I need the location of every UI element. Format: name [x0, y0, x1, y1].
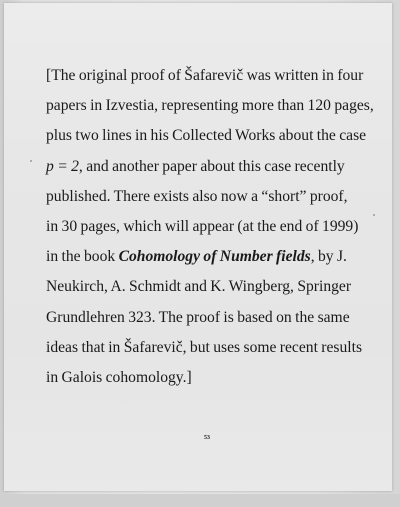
text-line: published. There exists also now a “short” proof,	[46, 187, 348, 205]
scan-speck	[373, 214, 375, 216]
text-line	[46, 152, 386, 182]
text-fragment: in the book	[46, 248, 119, 266]
text-line: in Galois cohomology.]	[46, 369, 192, 387]
book-title: Cohomology of Number fields	[118, 248, 311, 266]
text-line: [The original proof of Šafarevič was written in four	[46, 67, 364, 84]
text-line: papers in Izvestia, representing more than 120 pages,	[46, 97, 374, 115]
page-sheet	[4, 3, 392, 491]
text-line: plus two lines in his Collected Works about the case	[46, 127, 367, 145]
scan-speck	[30, 160, 32, 162]
text-line: in 30 pages, which will appear (at the end of 1999)	[46, 218, 359, 236]
text-line	[46, 242, 386, 272]
scan-bottom-edge	[0, 494, 400, 507]
page-number: 53	[204, 435, 210, 441]
text-line: Neukirch, A. Schmidt and K. Wingberg, Springer	[46, 278, 352, 296]
math-expression: p = 2	[46, 157, 79, 175]
text-fragment: , and another paper about this case recently	[78, 157, 345, 175]
text-line: Grundlehren 323. The proof is based on the same	[46, 308, 350, 326]
paragraph	[46, 61, 386, 393]
text-line: ideas that in Šafarevič, but uses some recent results	[46, 338, 363, 356]
text-fragment: , by J.	[310, 248, 347, 266]
